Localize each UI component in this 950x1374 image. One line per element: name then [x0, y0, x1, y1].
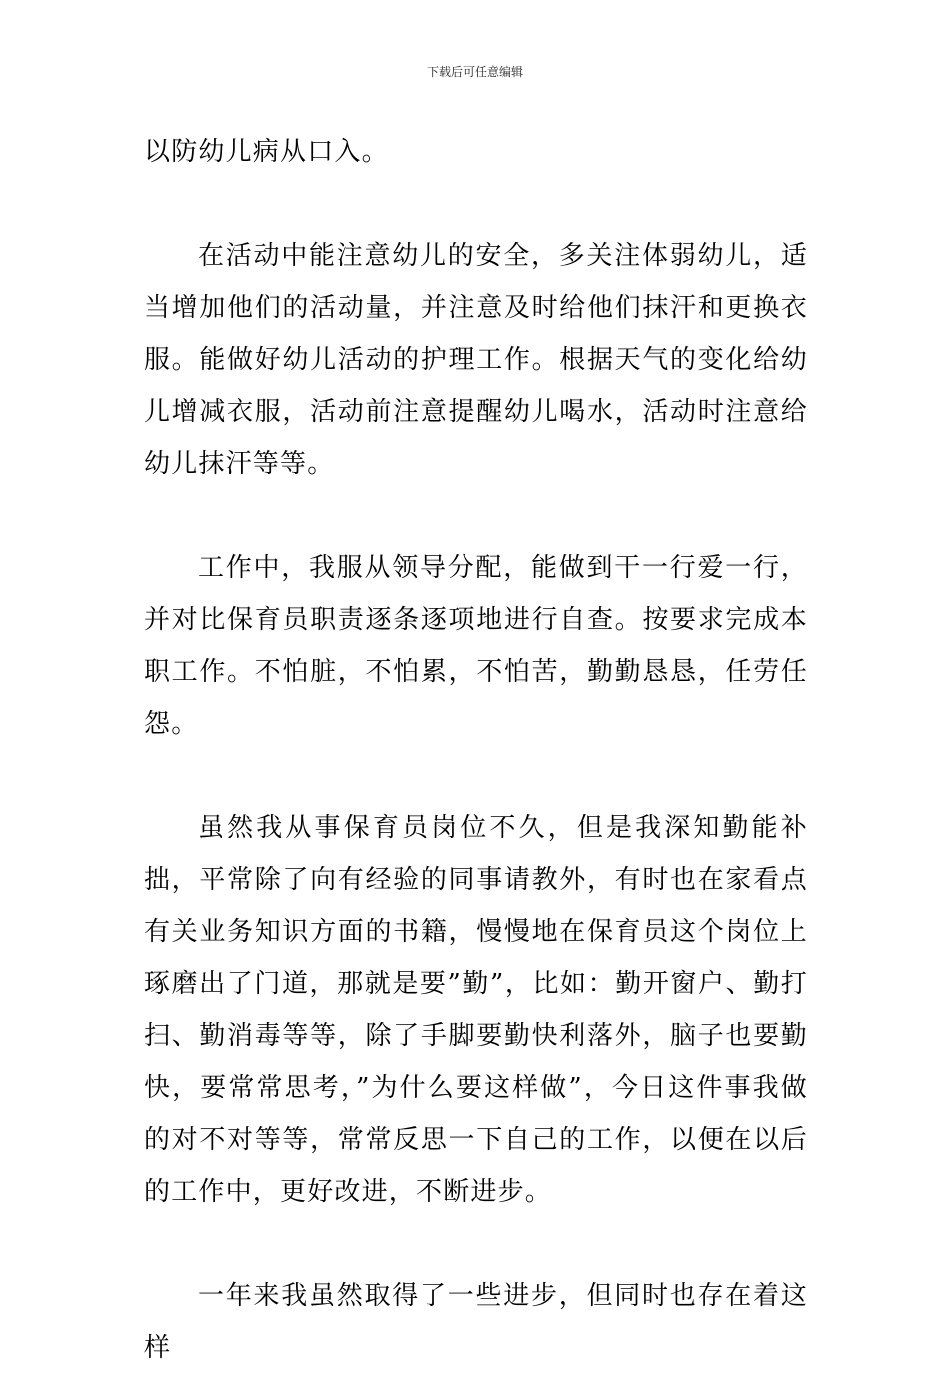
paragraph-work-attitude: 工作中，我服从领导分配，能做到干一行爱一行，并对比保育员职责逐条逐项地进行自查。按要求完成本职工作。不怕脏，不怕累，不怕苦，勤勤恳恳，任劳任怨。: [144, 553, 808, 739]
paragraph-activity-safety: 在活动中能注意幼儿的安全，多关注体弱幼儿，适当增加他们的活动量，并注意及时给他们抹汗和更换衣服。能做好幼儿活动的护理工作。根据天气的变化给幼儿增减衣服，活动前注意提醒幼儿喝水，活动时注意给幼儿抹汗等等。: [144, 241, 808, 479]
paragraph-diligence: 虽然我从事保育员岗位不久，但是我深知勤能补拙，平常除了向有经验的同事请教外，有时也在家看点有关业务知识方面的书籍，慢慢地在保育员这个岗位上琢磨出了门道，那就是要”勤”，比如：勤开窗户、勤打扫、勤消毒等等，除了手脚要勤快利落外，脑子也要勤快，要常常思考，”为什么要这样做”，今日这件事我做的对不对等等，常常反思一下自己的工作，以便在以后的工作中，更好改进，不断进步。: [144, 813, 808, 1207]
paragraph-shortcomings: 一年来我虽然取得了一些进步，但同时也存在着这样: [144, 1281, 808, 1363]
document-body: [144, 126, 808, 1374]
paragraph-continuation: 以防幼儿病从口入。: [144, 137, 389, 167]
page-header: 下载后可任意编辑: [426, 65, 523, 79]
